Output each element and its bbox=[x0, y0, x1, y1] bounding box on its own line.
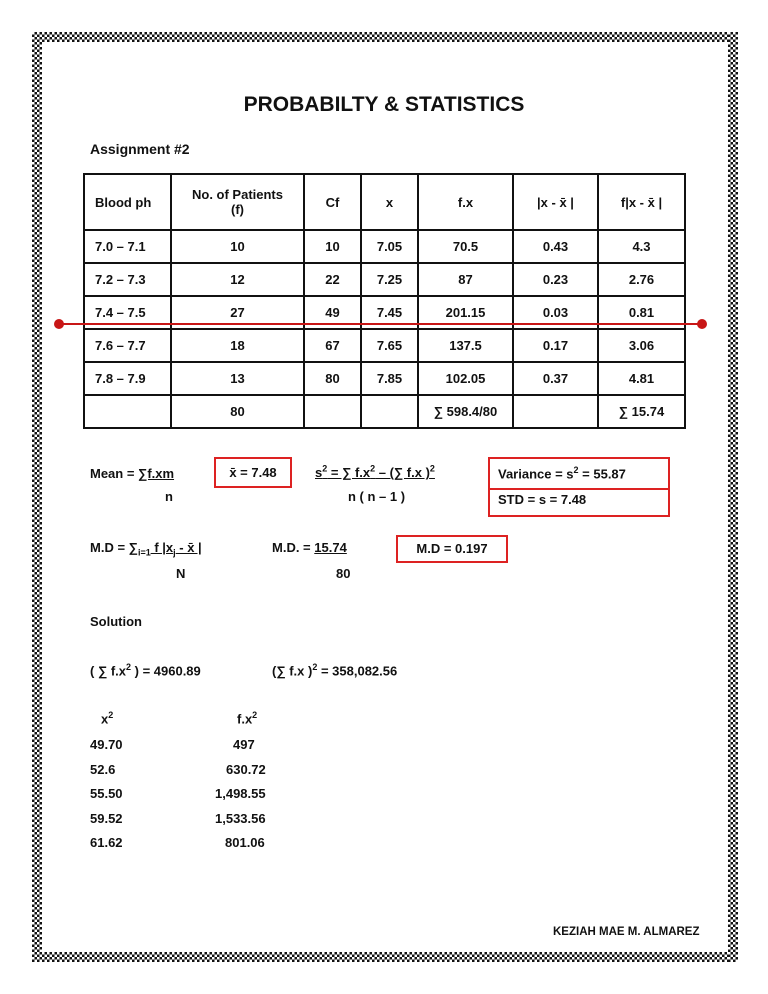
red-annotation-line bbox=[58, 323, 704, 325]
line-endpoint-dot bbox=[697, 319, 707, 329]
table-cell: 70.5 bbox=[418, 230, 513, 263]
table-cell: 10 bbox=[304, 230, 361, 263]
table-cell: 7.45 bbox=[361, 296, 418, 329]
table-cell: 137.5 bbox=[418, 329, 513, 362]
table-cell: 18 bbox=[171, 329, 304, 362]
table-cell: 49 bbox=[304, 296, 361, 329]
table-cell: 0.81 bbox=[598, 296, 685, 329]
variance-result-box: Variance = $s^2 = 55.87$ STD = s = 7.48 bbox=[488, 457, 670, 517]
mean-formula: Mean = ∑f.xm bbox=[90, 466, 175, 481]
line-endpoint-dot bbox=[54, 319, 64, 329]
table-cell: 0.37 bbox=[513, 362, 598, 395]
table-cell: 12 bbox=[171, 263, 304, 296]
table-cell: 80 bbox=[171, 395, 304, 428]
table-cell: 0.03 bbox=[513, 296, 598, 329]
table-cell bbox=[84, 395, 171, 428]
list-item: 49.70 bbox=[90, 737, 123, 752]
table-row bbox=[84, 230, 685, 263]
header-cell: Cf bbox=[304, 174, 361, 230]
mean-result-box: x̄ = 7.48 bbox=[214, 457, 292, 488]
table-cell: 4.81 bbox=[598, 362, 685, 395]
table-cell: 7.85 bbox=[361, 362, 418, 395]
variance-denominator: n ( n – 1 ) bbox=[348, 489, 406, 504]
table-cell bbox=[361, 395, 418, 428]
table-cell: 0.23 bbox=[513, 263, 598, 296]
table-cell: 7.65 bbox=[361, 329, 418, 362]
table-cell: 13 bbox=[171, 362, 304, 395]
table-cell: 201.15 bbox=[418, 296, 513, 329]
page-title: PROBABILTY & STATISTICS bbox=[243, 93, 525, 116]
table-cell: 0.43 bbox=[513, 230, 598, 263]
list-item: 630.72 bbox=[226, 762, 266, 777]
fx2-column-header: $f.x^2$ bbox=[237, 710, 258, 727]
table-cell: 27 bbox=[171, 296, 304, 329]
table-cell: 102.05 bbox=[418, 362, 513, 395]
list-item: 1,498.55 bbox=[215, 786, 266, 801]
header-cell: Blood ph bbox=[84, 174, 171, 230]
md-result-box: M.D = 0.197 bbox=[396, 535, 508, 563]
author-name: KEZIAH MAE M. ALMAREZ bbox=[553, 926, 700, 938]
header-cell: f|x - x̄ | bbox=[598, 174, 685, 230]
table-cell: ∑ 15.74 bbox=[598, 395, 685, 428]
table-row bbox=[84, 329, 685, 362]
sum-fx2: ( ∑ $f.x^2$ ) = 4960.89 bbox=[90, 662, 201, 679]
table-header-row bbox=[84, 174, 685, 230]
list-item: 1,533.56 bbox=[215, 811, 266, 826]
table-cell: 7.8 – 7.9 bbox=[84, 362, 171, 395]
md-calc-denominator: 80 bbox=[336, 566, 351, 581]
x2-column-header: $x^2$ bbox=[101, 710, 114, 727]
header-cell: |x - x̄ | bbox=[513, 174, 598, 230]
table-cell: 67 bbox=[304, 329, 361, 362]
table-cell: 22 bbox=[304, 263, 361, 296]
sum-fx-squared: (∑ f.x )$^2$ = 358,082.56 bbox=[272, 662, 398, 679]
table-cell: 3.06 bbox=[598, 329, 685, 362]
table-row bbox=[84, 362, 685, 395]
table-cell: 4.3 bbox=[598, 230, 685, 263]
table-cell bbox=[513, 395, 598, 428]
table-cell bbox=[304, 395, 361, 428]
solution-heading: Solution bbox=[90, 614, 142, 629]
table-cell: 7.05 bbox=[361, 230, 418, 263]
variance-formula: $s^2$ = ∑ $f.x^2$ – (∑ f.x )$^2$ bbox=[315, 464, 435, 481]
table-cell: 80 bbox=[304, 362, 361, 395]
table-cell: 10 bbox=[171, 230, 304, 263]
list-item: 52.6 bbox=[90, 762, 116, 777]
table-cell: 7.25 bbox=[361, 263, 418, 296]
table-cell: ∑ 598.4/80 bbox=[418, 395, 513, 428]
table-row bbox=[84, 263, 685, 296]
md-formula: $M.D = \sum_{i=1}$ f $|x_j$ - x̄ | bbox=[90, 540, 202, 558]
frequency-table bbox=[83, 173, 686, 429]
table-cell: 7.4 – 7.5 bbox=[84, 296, 171, 329]
mean-denominator: n bbox=[165, 489, 173, 504]
table-cell: 7.6 – 7.7 bbox=[84, 329, 171, 362]
list-item: 55.50 bbox=[90, 786, 123, 801]
md-denominator: N bbox=[176, 566, 186, 581]
table-cell: 0.17 bbox=[513, 329, 598, 362]
table-total-row bbox=[84, 395, 685, 428]
list-item: 61.62 bbox=[90, 835, 123, 850]
assignment-label: Assignment #2 bbox=[90, 141, 190, 157]
header-cell: f.x bbox=[418, 174, 513, 230]
header-cell: x bbox=[361, 174, 418, 230]
list-item: 59.52 bbox=[90, 811, 123, 826]
table-cell: 2.76 bbox=[598, 263, 685, 296]
table-cell: 7.0 – 7.1 bbox=[84, 230, 171, 263]
table-cell: 87 bbox=[418, 263, 513, 296]
table-cell: 7.2 – 7.3 bbox=[84, 263, 171, 296]
md-calc: M.D. = 15.74 bbox=[272, 540, 347, 555]
list-item: 801.06 bbox=[225, 835, 265, 850]
list-item: 497 bbox=[233, 737, 255, 752]
header-cell: No. of Patients (f) bbox=[171, 174, 304, 230]
